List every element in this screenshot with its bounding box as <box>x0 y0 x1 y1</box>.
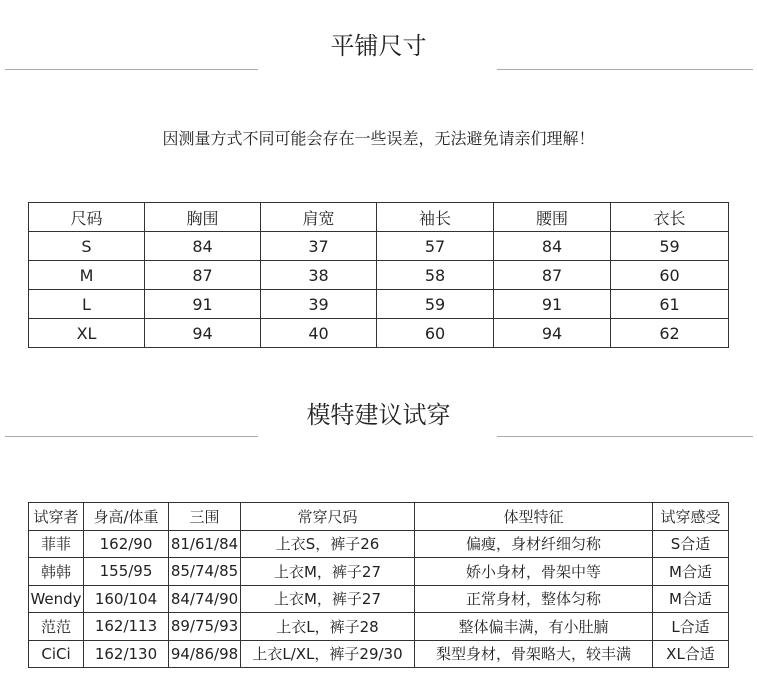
header-cell: 腰围 <box>494 203 611 232</box>
table-row <box>29 640 729 668</box>
table-row <box>29 530 729 558</box>
model-fit-table <box>28 502 729 668</box>
table-cell: M合适 <box>653 585 729 613</box>
table-cell: 偏瘦，身材纤细匀称 <box>415 530 653 558</box>
table-cell: 59 <box>377 290 494 319</box>
table-cell: 61 <box>611 290 729 319</box>
model-section-title: 模特建议试穿 <box>306 401 451 429</box>
table-row <box>29 585 729 613</box>
table-cell: 84/74/90 <box>169 585 241 613</box>
table-cell: 57 <box>377 232 494 261</box>
table-row <box>29 613 729 641</box>
table-cell: 整体偏丰满，有小肚腩 <box>415 613 653 641</box>
table-cell: XL合适 <box>653 640 729 668</box>
title-divider-left <box>5 436 258 437</box>
table-cell: 84 <box>145 232 261 261</box>
table-cell: 上衣M，裤子27 <box>241 585 415 613</box>
header-cell: 常穿尺码 <box>241 503 415 531</box>
table-cell: Wendy <box>29 585 84 613</box>
table-cell: 89/75/93 <box>169 613 241 641</box>
size-chart-table <box>28 202 729 348</box>
table-cell: 60 <box>611 261 729 290</box>
title-divider-left <box>5 69 258 70</box>
table-cell: 上衣L，裤子28 <box>241 613 415 641</box>
size-section-title: 平铺尺寸 <box>330 32 427 60</box>
header-cell: 袖长 <box>377 203 494 232</box>
title-divider-right <box>497 436 753 437</box>
table-cell: 162/113 <box>84 613 169 641</box>
header-cell: 尺码 <box>29 203 145 232</box>
table-cell: M <box>29 261 145 290</box>
table-cell: XL <box>29 319 145 348</box>
table-cell: 81/61/84 <box>169 530 241 558</box>
header-cell: 试穿者 <box>29 503 84 531</box>
table-cell: CiCi <box>29 640 84 668</box>
table-cell: S合适 <box>653 530 729 558</box>
title-divider-right <box>497 69 753 70</box>
table-cell: 87 <box>494 261 611 290</box>
table-cell: M合适 <box>653 558 729 586</box>
header-cell: 试穿感受 <box>653 503 729 531</box>
table-row <box>29 319 729 348</box>
table-cell: 84 <box>494 232 611 261</box>
table-row <box>29 290 729 319</box>
size-table-header-row <box>29 203 729 232</box>
table-cell: 162/90 <box>84 530 169 558</box>
table-cell: 37 <box>261 232 377 261</box>
table-cell: 59 <box>611 232 729 261</box>
table-row <box>29 261 729 290</box>
table-cell: 62 <box>611 319 729 348</box>
table-cell: 58 <box>377 261 494 290</box>
table-cell: 正常身材，整体匀称 <box>415 585 653 613</box>
table-cell: S <box>29 232 145 261</box>
table-cell: 菲菲 <box>29 530 84 558</box>
table-cell: 91 <box>494 290 611 319</box>
table-cell: 范范 <box>29 613 84 641</box>
table-cell: 韩韩 <box>29 558 84 586</box>
table-cell: 上衣L/XL，裤子29/30 <box>241 640 415 668</box>
table-cell: 160/104 <box>84 585 169 613</box>
table-cell: 40 <box>261 319 377 348</box>
table-cell: 娇小身材，骨架中等 <box>415 558 653 586</box>
header-cell: 肩宽 <box>261 203 377 232</box>
header-cell: 胸围 <box>145 203 261 232</box>
measurement-disclaimer: 因测量方式不同可能会存在一些误差，无法避免请亲们理解！ <box>162 129 595 148</box>
table-cell: 60 <box>377 319 494 348</box>
table-cell: 38 <box>261 261 377 290</box>
table-cell: 上衣M，裤子27 <box>241 558 415 586</box>
table-cell: 39 <box>261 290 377 319</box>
table-cell: 162/130 <box>84 640 169 668</box>
header-cell: 三围 <box>169 503 241 531</box>
table-row <box>29 558 729 586</box>
table-cell: 上衣S，裤子26 <box>241 530 415 558</box>
header-cell: 衣长 <box>611 203 729 232</box>
table-cell: 91 <box>145 290 261 319</box>
table-cell: 155/95 <box>84 558 169 586</box>
table-cell: L合适 <box>653 613 729 641</box>
header-cell: 体型特征 <box>415 503 653 531</box>
table-cell: 梨型身材，骨架略大，较丰满 <box>415 640 653 668</box>
table-cell: 85/74/85 <box>169 558 241 586</box>
header-cell: 身高/体重 <box>84 503 169 531</box>
model-table-header-row <box>29 503 729 531</box>
table-cell: 94/86/98 <box>169 640 241 668</box>
table-cell: 94 <box>145 319 261 348</box>
table-cell: 94 <box>494 319 611 348</box>
table-cell: 87 <box>145 261 261 290</box>
table-row <box>29 232 729 261</box>
table-cell: L <box>29 290 145 319</box>
